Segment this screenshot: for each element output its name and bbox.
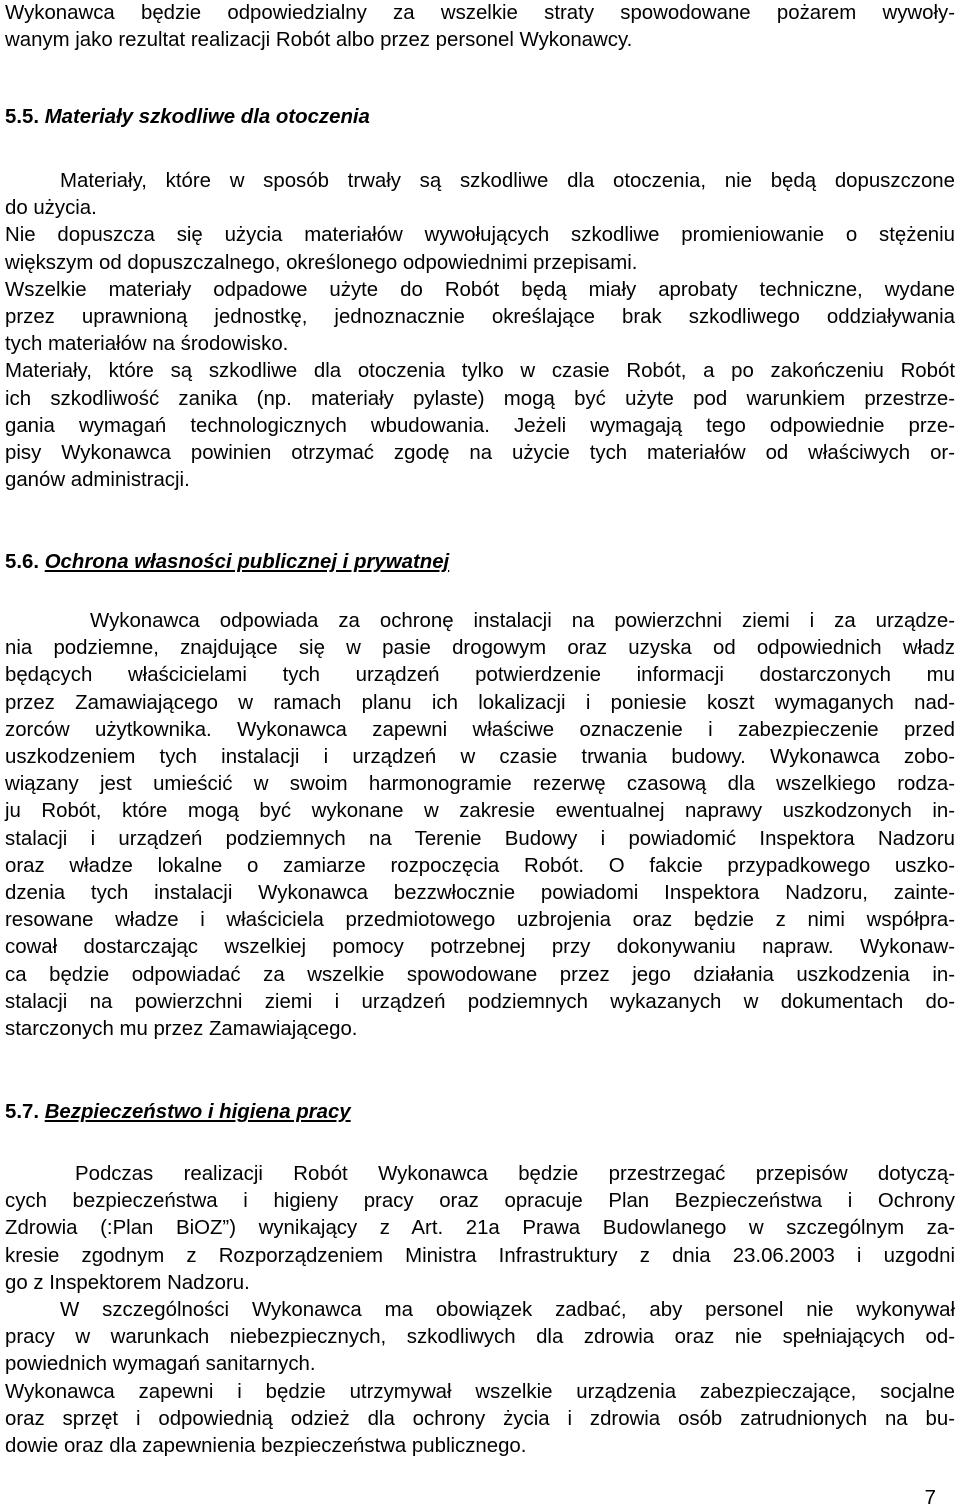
- text-line: oraz sprzęt i odpowiednią odzież dla ochrony życia i zdrowia osób zatrudnionych na bu-: [5, 1408, 955, 1431]
- intro-paragraph: [5, 0, 955, 54]
- text-line: W szczególności Wykonawca ma obowiązek zadbać, aby personel nie wykonywał: [60, 1299, 955, 1321]
- section-5-7-paragraph-2: [5, 1297, 955, 1379]
- text-line: Wykonawca odpowiada za ochronę instalacji na powierzchni ziemi i za urządze-: [90, 610, 955, 632]
- text-line: Materiały, które są szkodliwe dla otoczenia tylko w czasie Robót, a po zakończeniu Robót: [5, 360, 955, 383]
- text-line: Nie dopuszcza się użycia materiałów wywołujących szkodliwe promieniowanie o stężeniu: [5, 224, 955, 247]
- section-number: 5.5.: [5, 106, 40, 128]
- text-line: Podczas realizacji Robót Wykonawca będzie przestrzegać przepisów dotyczą-: [75, 1163, 955, 1185]
- section-title: Materiały szkodliwe dla otoczenia: [44, 106, 370, 128]
- section-title: Bezpieczeństwo i higiena pracy: [44, 1101, 351, 1123]
- text-line: powiednich wymagań sanitarnych.: [5, 1353, 316, 1376]
- section-number: 5.6.: [5, 551, 40, 573]
- text-line: Zdrowia (:Plan BiOZ”) wynikający z Art. 21a Prawa Budowlanego w szczególnym za-: [5, 1217, 955, 1240]
- text-line: resowane władze i właściciela przedmiotowego uzbrojenia oraz będzie z nimi współpra-: [5, 909, 955, 932]
- text-line: uszkodzeniem tych instalacji i urządzeń w czasie trwania budowy. Wykonawca zobo-: [5, 746, 955, 769]
- page-number: 7: [924, 1487, 936, 1509]
- text-line: Wykonawca zapewni i będzie utrzymywał wszelkie urządzenia zabezpieczające, socjalne: [5, 1381, 955, 1403]
- text-line: wiązany jest umieścić w swoim harmonogramie rezerwę czasową dla wszelkiego rodza-: [5, 773, 955, 796]
- section-5-5-body: [5, 168, 955, 494]
- text-line: przez Zamawiającego w ramach planu ich lokalizacji i poniesie koszt wymaganych nad-: [5, 691, 955, 714]
- section-heading-5-5: [5, 104, 370, 131]
- text-line: przez uprawnioną jednostkę, jednoznacznie określające brak szkodliwego oddziaływania: [5, 306, 955, 329]
- text-line: oraz władze lokalne o zamiarze rozpoczęcia Robót. O fakcie przypadkowego uszko-: [5, 854, 955, 877]
- text-line: będących właścicielami tych urządzeń potwierdzenie informacji dostarczonych mu: [5, 664, 955, 687]
- text-line: pracy w warunkach niebezpiecznych, szkodliwych dla zdrowia oraz nie spełniających od-: [5, 1326, 955, 1349]
- section-5-6-body: [5, 608, 955, 1043]
- text-line: Wykonawca będzie odpowiedzialny za wszelkie straty spowodowane pożarem wywoły-: [5, 2, 955, 24]
- text-line: ju Robót, które mogą być wykonane w zakresie ewentualnej naprawy uszkodzonych in-: [5, 800, 955, 823]
- text-line: pisy Wykonawca powinien otrzymać zgodę na użycie tych materiałów od właściwych or-: [5, 442, 955, 465]
- text-line: nia podziemne, znajdujące się w pasie drogowym oraz uzyska od odpowiednich władz: [5, 637, 955, 660]
- text-line: go z Inspektorem Nadzoru.: [5, 1271, 250, 1294]
- section-heading-5-7: [5, 1099, 351, 1126]
- text-line: kresie zgodnym z Rozporządzeniem Ministra Infrastruktury z dnia 23.06.2003 i uzgodni: [5, 1244, 955, 1267]
- section-title: Ochrona własności publicznej i prywatnej: [44, 551, 450, 573]
- text-line: Wszelkie materiały odpadowe użyte do Robót będą miały aprobaty techniczne, wydane: [5, 278, 955, 301]
- text-line: ganów administracji.: [5, 469, 190, 492]
- text-line: tych materiałów na środowisko.: [5, 333, 289, 356]
- text-line: cował dostarczając wszelkiej pomocy potrzebnej przy dokonywaniu napraw. Wykonaw-: [5, 936, 955, 959]
- text-line: do użycia.: [5, 197, 97, 220]
- text-line: Materiały, które w sposób trwały są szkodliwe dla otoczenia, nie będą dopuszczone: [60, 170, 955, 192]
- text-line: ich szkodliwość zanika (np. materiały pylaste) mogą być użyte pod warunkiem przestrze-: [5, 387, 955, 410]
- text-line: dowie oraz dla zapewnienia bezpieczeństwa publicznego.: [5, 1435, 527, 1458]
- section-number: 5.7.: [5, 1101, 40, 1123]
- text-line: stalacji na powierzchni ziemi i urządzeń podziemnych wykazanych w dokumentach do-: [5, 990, 955, 1013]
- text-line: ca będzie odpowiadać za wszelkie spowodowane przez jego działania uszkodzenia in-: [5, 963, 955, 986]
- text-line: cych bezpieczeństwa i higieny pracy oraz opracuje Plan Bezpieczeństwa i Ochrony: [5, 1190, 955, 1213]
- text-line: gania wymagań technologicznych wbudowania. Jeżeli wymagają tego odpowiednie prze-: [5, 414, 955, 437]
- text-line: dzenia tych instalacji Wykonawca bezzwłocznie powiadomi Inspektora Nadzoru, zainte-: [5, 882, 955, 905]
- text-line: większym od dopuszczalnego, określonego odpowiednimi przepisami.: [5, 251, 638, 274]
- section-5-7-paragraph-1: [5, 1161, 955, 1297]
- text-line: starczonych mu przez Zamawiającego.: [5, 1018, 358, 1041]
- text-line: zorców użytkownika. Wykonawca zapewni właściwe oznaczenie i zabezpieczenie przed: [5, 718, 955, 741]
- section-heading-5-6: [5, 549, 449, 576]
- text-line: stalacji i urządzeń podziemnych na Terenie Budowy i powiadomić Inspektora Nadzoru: [5, 827, 955, 850]
- section-5-7-paragraph-3: [5, 1379, 955, 1461]
- text-line: wanym jako rezultat realizacji Robót albo przez personel Wykonawcy.: [5, 29, 633, 52]
